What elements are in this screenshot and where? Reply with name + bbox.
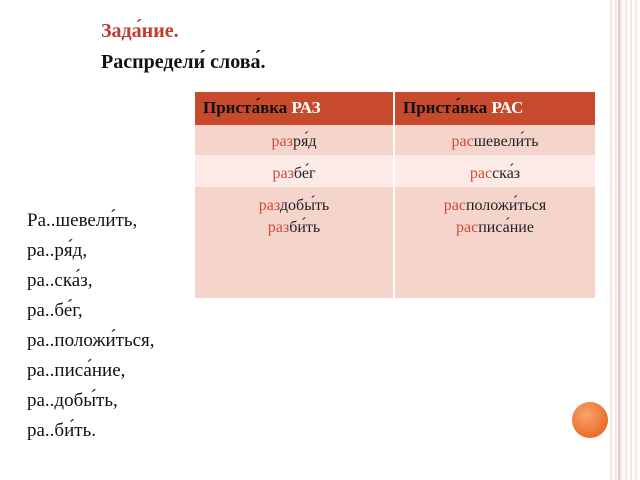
table-cell bbox=[195, 125, 393, 155]
header-label: Приста́вка bbox=[403, 98, 492, 117]
task-subtitle: Распредели́ слова́. bbox=[101, 51, 266, 73]
word-root: ска́з bbox=[492, 165, 521, 182]
word-prefix: раз bbox=[272, 165, 294, 182]
table-cell bbox=[395, 125, 595, 155]
word-line bbox=[395, 195, 595, 217]
header-prefix: РАЗ bbox=[291, 98, 321, 117]
header-label: Приста́вка bbox=[203, 98, 292, 117]
word-prefix: раз bbox=[258, 197, 280, 214]
list-item: ра..писа́ние, bbox=[27, 360, 126, 381]
decorative-right-frame bbox=[610, 0, 640, 480]
list-item: ра..бе́г, bbox=[27, 300, 83, 321]
list-item: ра..положи́ться, bbox=[27, 330, 155, 351]
table-cell bbox=[195, 187, 393, 298]
word-root: шевели́ть bbox=[473, 133, 539, 150]
decorative-circle-icon bbox=[572, 402, 608, 438]
column-divider bbox=[393, 92, 395, 298]
word-root: положи́ться bbox=[465, 197, 547, 214]
frame-strip bbox=[618, 0, 620, 480]
list-item: ра..ря́д, bbox=[27, 240, 88, 261]
word-line bbox=[195, 195, 393, 217]
header-prefix: РАС bbox=[491, 98, 524, 117]
header-cell-ras bbox=[395, 92, 595, 125]
word-line bbox=[395, 217, 595, 239]
task-title: Зада́ние. bbox=[101, 20, 179, 42]
word-prefix: раз bbox=[271, 133, 293, 150]
word-root: писа́ние bbox=[478, 219, 534, 236]
word-root: би́ть bbox=[289, 219, 321, 236]
prefix-table bbox=[195, 92, 595, 298]
word-prefix: раз bbox=[267, 219, 290, 236]
word-list bbox=[27, 206, 155, 446]
list-item: ра..добы́ть, bbox=[27, 390, 118, 411]
list-item: ра..би́ть. bbox=[27, 420, 96, 441]
table-cell bbox=[395, 187, 595, 298]
list-item: ра..ска́з, bbox=[27, 270, 93, 291]
header-cell-raz bbox=[195, 92, 393, 125]
word-root: ря́д bbox=[292, 133, 317, 150]
word-prefix: рас bbox=[469, 165, 493, 182]
table-cell bbox=[395, 155, 595, 187]
word-root: бе́г bbox=[293, 165, 316, 182]
word-prefix: рас bbox=[451, 133, 474, 150]
word-line bbox=[195, 217, 393, 239]
word-prefix: рас bbox=[456, 219, 479, 236]
list-item: Ра..шевели́ть, bbox=[27, 210, 138, 231]
word-root: добы́ть bbox=[279, 197, 330, 214]
word-prefix: рас bbox=[443, 197, 466, 214]
table-cell bbox=[195, 155, 393, 187]
